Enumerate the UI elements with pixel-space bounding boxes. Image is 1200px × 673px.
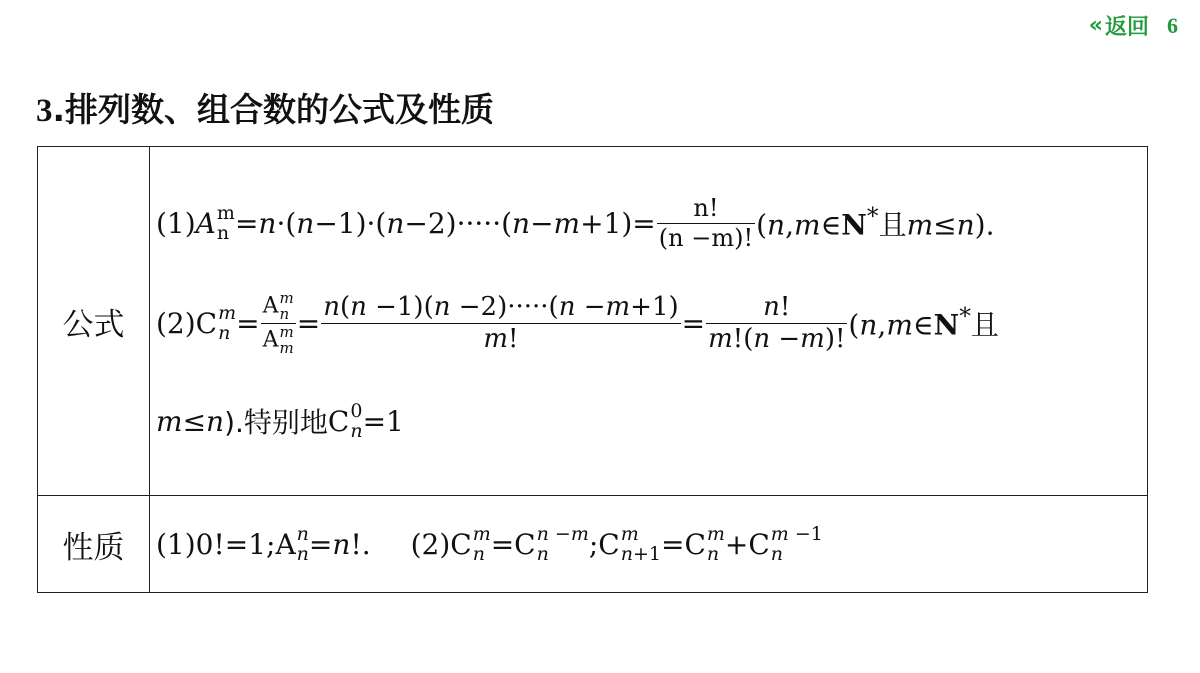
combination-formula: (2)C m n = A m n A m m = $\frac{n(n -1)(n -2)\cdot\cdot\cdot\cdot\cdot(n -m+1)}{m!}$ = $\frac{n!}{m!(n -m)!}$ (n,m∈N*且 bbox=[156, 288, 999, 357]
section-number: 3 bbox=[36, 93, 53, 129]
table-row-properties bbox=[38, 496, 1148, 593]
page-number: 6 bbox=[1167, 12, 1178, 38]
section-title bbox=[36, 84, 494, 131]
section-title-text: .排列数、组合数的公式及性质 bbox=[52, 90, 495, 129]
special-case-text: ).特别地 bbox=[224, 406, 328, 439]
table-row-formulas bbox=[38, 147, 1148, 496]
formulas-cell bbox=[150, 147, 1148, 496]
row-header-formulas: 公式 bbox=[38, 147, 150, 496]
properties-formula: (1)0!=1;A n n =n!. (2)C m n =C n −m n ;C m n+1 =C m n +C m −1 n bbox=[156, 522, 823, 565]
top-bar bbox=[1089, 10, 1178, 41]
row-header-properties: 性质 bbox=[38, 496, 150, 593]
formula-table bbox=[37, 146, 1148, 593]
combination-special-case: m≤n ).特别地 C 0 n =1 bbox=[156, 399, 404, 442]
back-label: 返回 bbox=[1104, 15, 1149, 40]
properties-cell bbox=[150, 496, 1148, 593]
double-chevron-left-icon: « bbox=[1088, 13, 1103, 38]
permutation-formula: (1)A m n =n·(n−1)·(n−2)·····(n−m+1)= $\frac{n!}{(n -m)!}$ (n,m∈N*且m≤n). bbox=[156, 194, 995, 252]
back-button[interactable] bbox=[1089, 10, 1149, 41]
